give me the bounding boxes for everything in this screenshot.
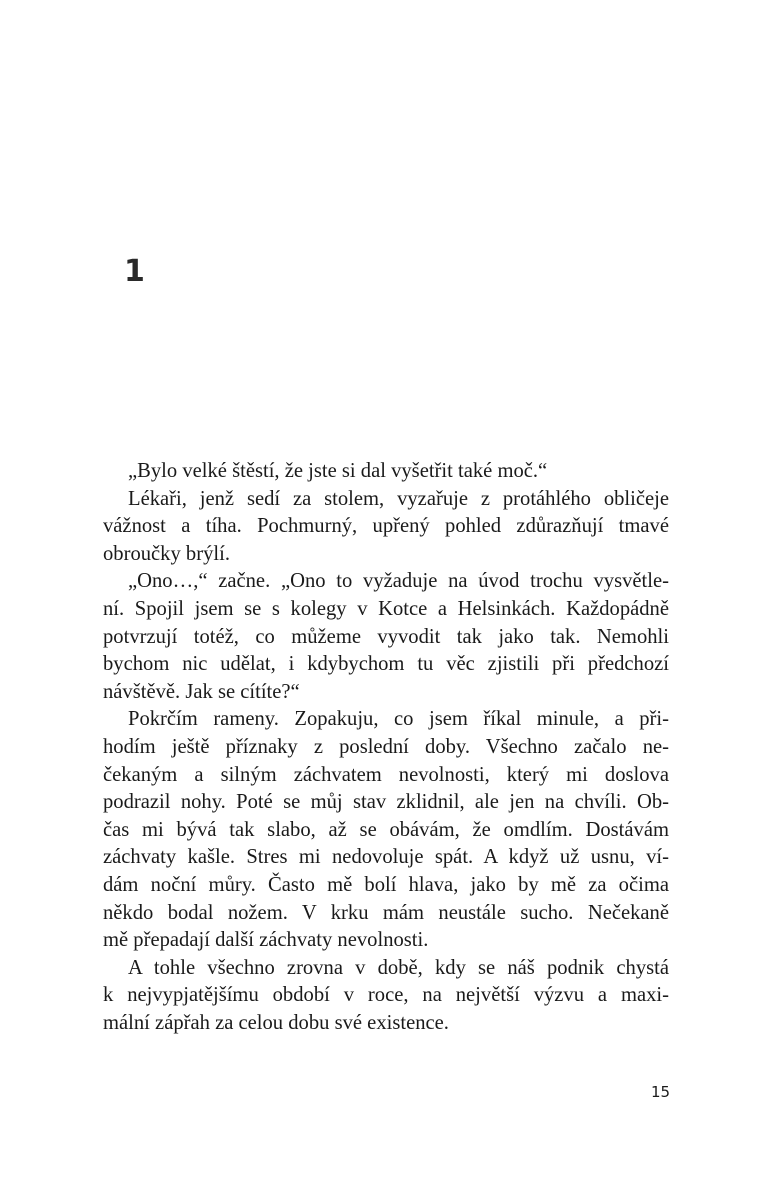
text-line: Pokrčím rameny. Zopakuju, co jsem říkal minule, a při- — [128, 708, 669, 731]
text-line: „Bylo velké štěstí, že jste si dal vyšetřit také moč.“ — [128, 460, 548, 482]
text-line: mální zápřah za celou dobu své existence. — [103, 1011, 449, 1034]
text-line: návštěvě. Jak se cítíte?“ — [103, 680, 300, 703]
text-line: Lékaři, jenž sedí za stolem, vyzařuje z protáhlého obličeje — [128, 487, 669, 510]
text-line: k nejvypjatějšímu období v roce, na největší výzvu a maxi- — [103, 984, 669, 1007]
text-line: bychom nic udělat, i kdybychom tu věc zjistili při předchozí — [103, 653, 669, 676]
text-line: čekaným a silným záchvatem nevolnosti, který mi doslova — [103, 763, 669, 786]
text-line: hodím ještě příznaky z poslední doby. Všechno začalo ne- — [103, 735, 669, 758]
text-line: obroučky brýlí. — [103, 542, 230, 565]
chapter-number: 1 — [124, 254, 145, 289]
paragraph — [103, 706, 669, 954]
text-line: vážnost a tíha. Pochmurný, upřený pohled zdůrazňují tmavé — [103, 515, 669, 538]
text-line: čas mi bývá tak slabo, až se obávám, že omdlím. Dostávám — [103, 818, 669, 841]
paragraph — [103, 955, 669, 1038]
text-line: někdo bodal nožem. V krku mám neustále sucho. Nečekaně — [103, 901, 669, 924]
text-line: mě přepadají další záchvaty nevolnosti. — [103, 929, 429, 952]
paragraph — [103, 486, 669, 569]
text-line: podrazil nohy. Poté se můj stav zklidnil, ale jen na chvíli. Ob- — [103, 791, 669, 814]
body-text — [103, 458, 669, 1037]
paragraph — [103, 568, 669, 706]
paragraph — [103, 458, 669, 486]
text-line: záchvaty kašle. Stres mi nedovoluje spát. A když už usnu, ví- — [103, 846, 669, 869]
text-line: A tohle všechno zrovna v době, kdy se náš podnik chystá — [128, 956, 669, 979]
text-line: potvrzují totéž, co můžeme vyvodit tak jako tak. Nemohli — [103, 625, 669, 648]
text-line: ní. Spojil jsem se s kolegy v Kotce a Helsinkách. Každopádně — [103, 597, 669, 620]
text-line: „Ono…,“ začne. „Ono to vyžaduje na úvod trochu vysvětle- — [128, 570, 669, 593]
page-number: 15 — [651, 1083, 671, 1101]
text-line: dám noční můry. Často mě bolí hlava, jako by mě za očima — [103, 873, 669, 896]
